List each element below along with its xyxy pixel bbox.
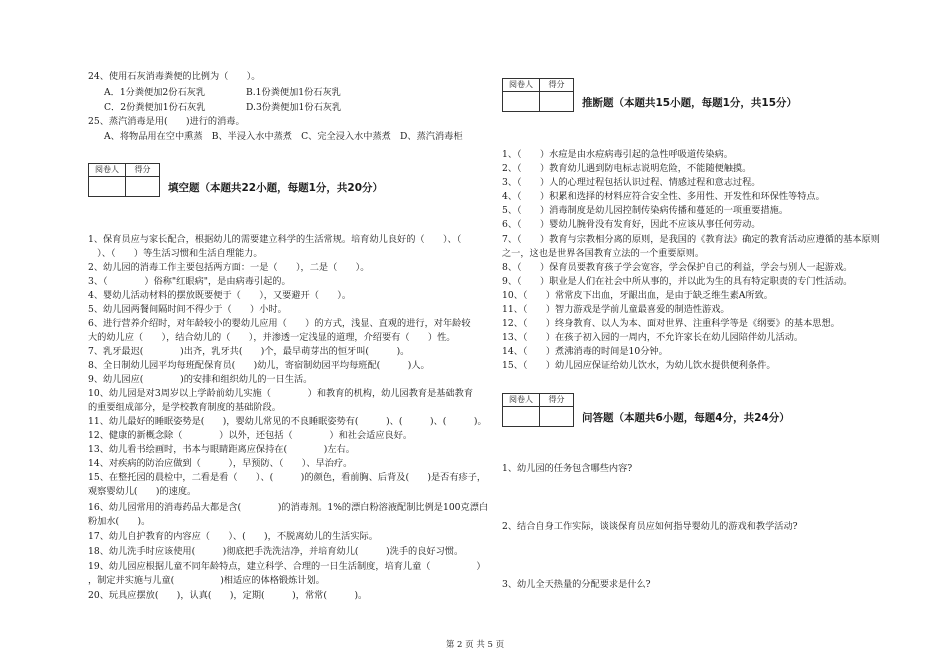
judge-line: 10、（ ）常常皮下出血，牙龈出血，是由于缺乏维生素A所致。 bbox=[502, 290, 773, 301]
qa-question: 2、结合自身工作实际，谈谈保育员应如何指导婴幼儿的游戏和教学活动? bbox=[502, 521, 798, 532]
fill-line: 粉加水( )。 bbox=[88, 516, 151, 527]
judge-line: 11、（ ）智力游戏是学前儿童最喜爱的制造性游戏。 bbox=[502, 304, 730, 315]
fill-line: 15、在整托园的晨检中，二看是看（ ）、( )的颜色，看前胸、后背及( )是否有疹子， bbox=[88, 472, 487, 483]
question-text: 24、使用石灰消毒粪便的比例为（ ）。 bbox=[88, 71, 261, 82]
score-label: 得分 bbox=[134, 165, 151, 174]
fill-line: 3、（ ）俗称"红眼病"，是由病毒引起的。 bbox=[88, 276, 291, 287]
fill-line: 18、幼儿洗手时应该使用( )彻底把手洗洗洁净，并培育幼儿( )洗手的良好习惯。 bbox=[88, 546, 464, 557]
fill-line: 14、对疾病的防治应做到（ ），早预防、（ ）、早治疗。 bbox=[88, 458, 353, 469]
judge-line: 2、（ ）教育幼儿遇到防电标志说明危险，不能随便触摸。 bbox=[502, 163, 752, 174]
fill-line: 10、幼儿园是对3周岁以上学龄前幼儿实施（ ）和教育的机构，幼儿园教育是基础教育 bbox=[88, 388, 474, 399]
fill-line: 7、乳牙最迟( )出齐，乳牙共( )个，最早萌芽出的恒牙叫( )。 bbox=[88, 346, 410, 357]
fill-line: 17、幼儿自护教育的内容应（ ）、( )，不脱离幼儿的生活实际。 bbox=[88, 531, 378, 542]
judge-line: 12、（ ）终身教育、以人为本、面对世界、注重科学等是《纲要》的基本思想。 bbox=[502, 318, 840, 329]
qa-question: 3、幼儿全天热量的分配要求是什么? bbox=[502, 579, 651, 590]
judge-line: 13、（ ）在孩子初入园的一周内，不允许家长在幼儿园陪伴幼儿活动。 bbox=[502, 332, 804, 343]
fill-line: 4、婴幼儿活动材料的摆放既要便于（ ），又要避开（ ）。 bbox=[88, 290, 352, 301]
reviewer-label: 阅卷人 bbox=[89, 164, 126, 176]
fill-line: 19、幼儿园应根据儿童不同年龄特点，建立科学、合理的一日生活制度，培育儿童（ ） bbox=[88, 561, 486, 572]
question-text: 25、蒸汽消毒是用( )进行的消毒。 bbox=[88, 116, 245, 127]
judge-line: 4、（ ）积累和选择的材料应符合安全性、多用性、开发性和环保性等特点。 bbox=[502, 191, 825, 202]
fill-line: ，制定并实施与儿童( )相适应的体格锻炼计划。 bbox=[88, 575, 325, 586]
fill-line: 11、幼儿最好的睡眠姿势是( )，婴幼儿常见的不良睡眠姿势有( )、( )、( )。 bbox=[88, 416, 487, 427]
judge-line: 9、（ ）职业是人们在社会中所从事的，并以此为生的具有特定职责的专门性活动。 bbox=[502, 276, 853, 287]
fill-line: 9、幼儿园应( )的安排和组织幼儿的一日生活。 bbox=[88, 374, 313, 385]
fill-line: 8、全日制幼儿园平均每班配保育员( )幼儿，寄宿制幼园平均每班配( )人。 bbox=[88, 360, 430, 371]
judge-section-title: 推断题（本题共15小题，每题1分，共15分） bbox=[582, 97, 798, 109]
options-line: A、将物品用在空中熏蒸 B、半浸入水中蒸煮 C、完全浸入水中蒸煮 D、蒸汽消毒柜 bbox=[104, 131, 463, 142]
reviewer-label: 阅卷人 bbox=[503, 79, 540, 91]
qa-question: 1、幼儿园的任务包含哪些内容? bbox=[502, 463, 633, 474]
fill-line: 的重要组成部分，是学校教育制度的基础阶段。 bbox=[88, 402, 281, 413]
fill-line: 16、幼儿园常用的消毒药品大都是含( )的消毒剂。1%的漂白粉溶液配制比例是100克漂白 bbox=[88, 502, 489, 513]
option-b: B.1份粪便加1份石灰乳 bbox=[246, 87, 341, 98]
option-a: A．1分粪便加2份石灰乳 bbox=[104, 87, 206, 98]
score-box-fill bbox=[88, 163, 160, 197]
fill-line: ）、（ ）等生活习惯和生活自理能力。 bbox=[88, 248, 263, 259]
judge-line: 15、（ ）幼儿园应保证给幼儿饮水，为幼儿饮水提供便利条件。 bbox=[502, 360, 776, 371]
fill-line: 1、保育员应与家长配合，根据幼儿的需要建立科学的生活常规。培育幼儿良好的（ ）、（ bbox=[88, 234, 462, 245]
judge-line: 5、（ ）消毒制度是幼儿园控制传染病传播和蔓延的一项重要措施。 bbox=[502, 205, 789, 216]
score-box-qa bbox=[502, 393, 574, 427]
qa-section-title: 问答题（本题共6小题，每题4分，共24分） bbox=[582, 412, 790, 424]
judge-line: 14、（ ）煮沸消毒的时间是10分钟。 bbox=[502, 346, 668, 357]
judge-line: 3、（ ）人的心理过程包括认识过程、情感过程和意志过程。 bbox=[502, 177, 761, 188]
fill-line: 观察婴幼儿( )的速度。 bbox=[88, 486, 197, 497]
judge-line: 1、（ ）水痘是由水痘病毒引起的急性呼吸道传染病。 bbox=[502, 149, 733, 160]
fill-line: 大的幼儿应（ ），结合幼儿的（ ），并渗透一定浅显的道理，介绍要有（ ）性。 bbox=[88, 332, 456, 343]
fill-line: 6、进行营养介绍时，对年龄较小的婴幼儿应用（ ）的方式，浅显、直观的进行，对年龄较 bbox=[88, 318, 471, 329]
option-c: C．2份粪便加1份石灰乳 bbox=[104, 102, 206, 113]
option-d: D.3份粪便加1份石灰乳 bbox=[246, 102, 342, 113]
page-number: 第 2 页 共 5 页 bbox=[445, 640, 505, 650]
reviewer-label: 阅卷人 bbox=[503, 394, 540, 406]
judge-line: 6、（ ）婴幼儿腕骨没有发育好，因此不应该从事任何劳动。 bbox=[502, 219, 761, 230]
fill-section-title: 填空题（本题共22小题，每题1分，共20分） bbox=[168, 182, 384, 194]
score-label: 得分 bbox=[548, 80, 565, 89]
fill-line: 20、玩具应摆放( )，认真( )，定期( )，常常( )。 bbox=[88, 590, 368, 601]
fill-line: 13、幼儿看书绘画时，书本与眼睛距离应保持在( )左右。 bbox=[88, 444, 355, 455]
score-box-judge bbox=[502, 78, 574, 112]
judge-line: 8、（ ）保育员要教育孩子学会宽容，学会保护自己的利益，学会与别人一起游戏。 bbox=[502, 262, 853, 273]
fill-line: 2、幼儿园的消毒工作主要包括两方面：一是（ ），二是（ ）。 bbox=[88, 262, 370, 273]
judge-line: 7、（ ）教育与宗教相分离的原则，是我国的《教育法》确定的教育活动应遵循的基本原则 bbox=[502, 234, 880, 245]
score-label: 得分 bbox=[548, 395, 565, 404]
fill-line: 5、幼儿园两餐间隔时间不得少于（ ）小时。 bbox=[88, 304, 287, 315]
fill-line: 12、健康的新概念除（ ）以外，还包括（ ）和社会适应良好。 bbox=[88, 430, 413, 441]
judge-line: 之一，这也是世界各国教育立法的一个重要原则。 bbox=[502, 248, 705, 259]
